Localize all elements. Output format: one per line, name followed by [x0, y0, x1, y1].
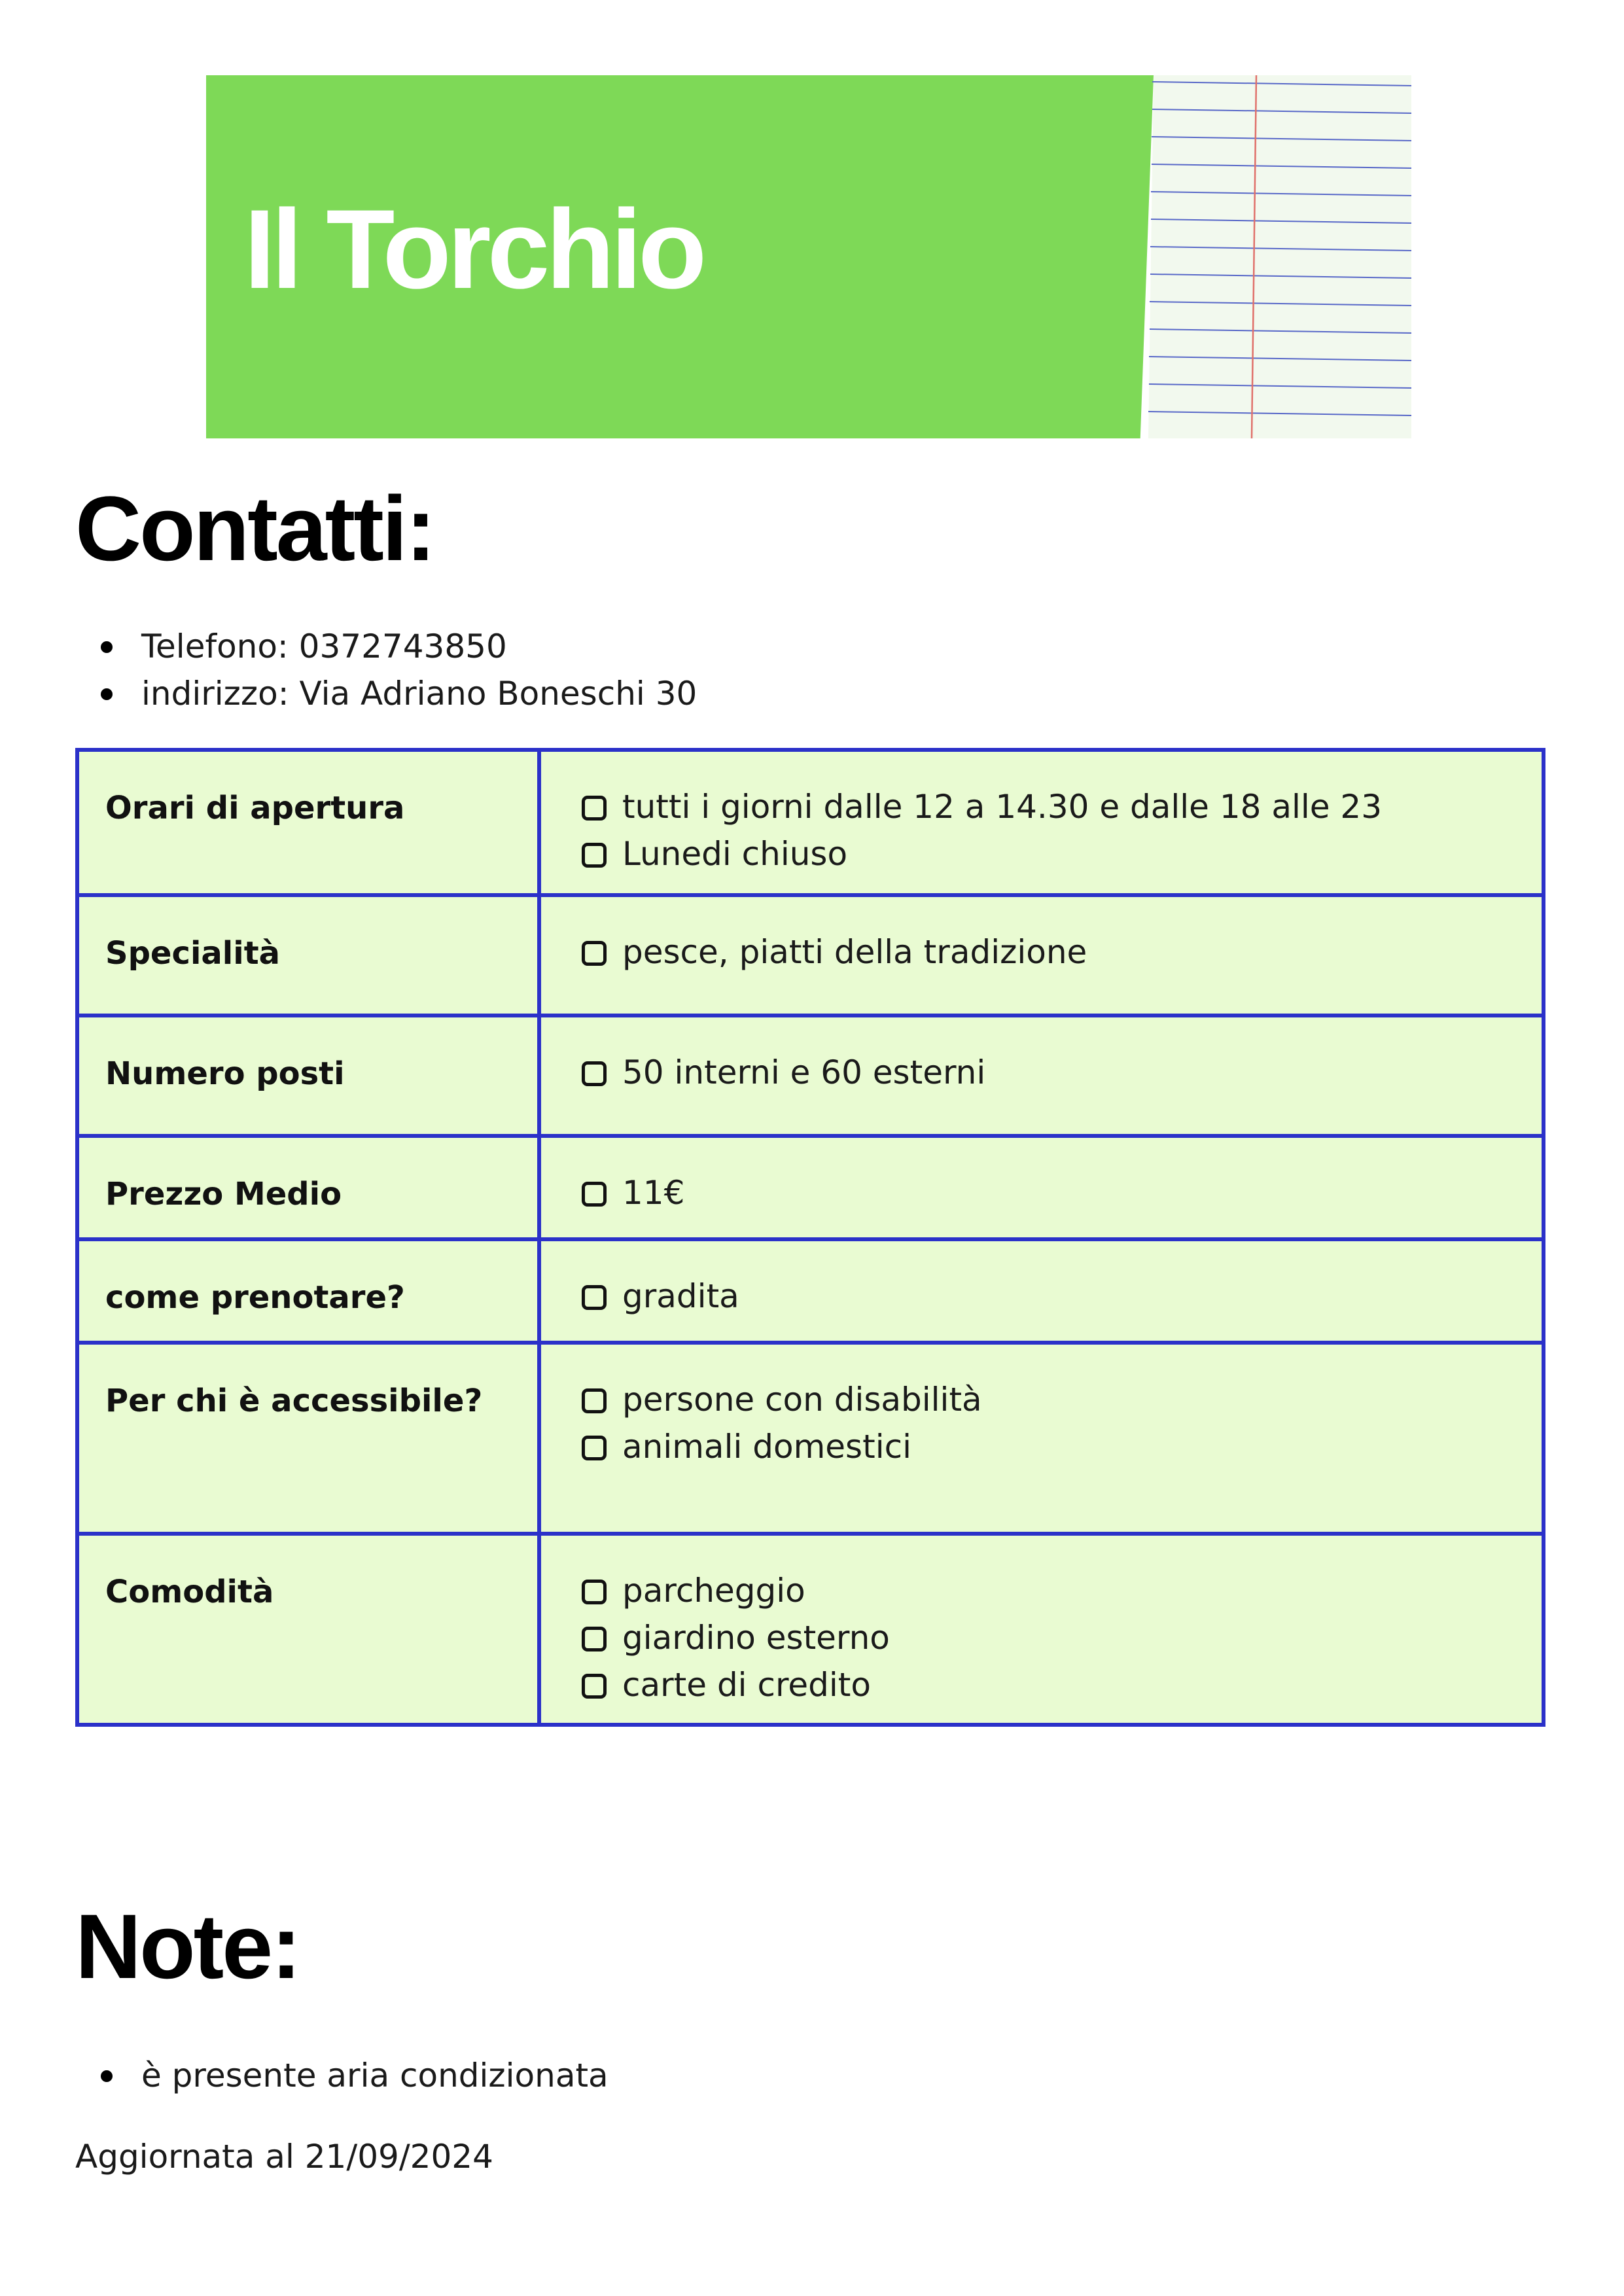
- checklist-item-label: gradita: [622, 1277, 739, 1315]
- checkbox-icon[interactable]: [582, 1061, 607, 1086]
- checklist-item-label: animali domestici: [622, 1428, 911, 1466]
- checklist-item-label: carte di credito: [622, 1666, 872, 1704]
- contact-item-phone: [98, 623, 697, 670]
- row-label: Numero posti: [77, 1016, 539, 1136]
- checklist-item-label: persone con disabilità: [622, 1381, 982, 1419]
- checklist-item-label: pesce, piatti della tradizione: [622, 933, 1087, 971]
- contact-phone-text: Telefono: 0372743850: [141, 627, 507, 665]
- table-row-average-price: [77, 1136, 1544, 1239]
- note-item: [98, 2052, 609, 2099]
- row-values: [539, 1136, 1544, 1239]
- header-banner: [206, 75, 1411, 438]
- notes-list: [98, 2052, 609, 2099]
- checklist-item[interactable]: [582, 783, 1515, 830]
- row-label: Comodità: [77, 1534, 539, 1725]
- checkbox-icon[interactable]: [582, 1627, 607, 1651]
- checklist-item[interactable]: [582, 1169, 1515, 1216]
- row-label: Per chi è accessibile?: [77, 1343, 539, 1534]
- checkbox-icon[interactable]: [582, 1580, 607, 1604]
- contact-address-text: indirizzo: Via Adriano Boneschi 30: [141, 675, 697, 713]
- checklist-item[interactable]: [582, 1273, 1515, 1320]
- table-row-opening-hours: [77, 750, 1544, 895]
- checklist-item-label: 50 interni e 60 esterni: [622, 1053, 986, 1091]
- checklist-item[interactable]: [582, 928, 1515, 976]
- row-label: Orari di apertura: [77, 750, 539, 895]
- checklist-item[interactable]: [582, 1614, 1515, 1661]
- checkbox-icon[interactable]: [582, 843, 607, 868]
- contacts-heading: Contatti:: [75, 477, 434, 580]
- checkbox-icon[interactable]: [582, 1182, 607, 1207]
- checkbox-icon[interactable]: [582, 796, 607, 821]
- checkbox-icon[interactable]: [582, 1436, 607, 1460]
- table-row-seats: [77, 1016, 1544, 1136]
- row-values: [539, 1016, 1544, 1136]
- row-values: [539, 1343, 1544, 1534]
- checklist-item[interactable]: [582, 1661, 1515, 1708]
- checklist-item[interactable]: [582, 1423, 1515, 1470]
- checklist-item-label: 11€: [622, 1174, 685, 1212]
- row-values: [539, 895, 1544, 1016]
- contacts-list: [98, 623, 697, 717]
- notebook-paper-graphic: [1135, 75, 1411, 438]
- last-updated-text: Aggiornata al 21/09/2024: [75, 2138, 493, 2176]
- contact-item-address: [98, 670, 697, 717]
- row-label: come prenotare?: [77, 1239, 539, 1343]
- row-label: Specialità: [77, 895, 539, 1016]
- bullet-icon: [101, 641, 113, 653]
- table-row-specialty: [77, 895, 1544, 1016]
- row-values: [539, 750, 1544, 895]
- checklist-item[interactable]: [582, 1567, 1515, 1614]
- table-row-accessibility: [77, 1343, 1544, 1534]
- restaurant-name: Il Torchio: [244, 186, 703, 312]
- checklist-item-label: parcheggio: [622, 1572, 805, 1610]
- note-item-text: è presente aria condizionata: [141, 2057, 609, 2094]
- checklist-item-label: giardino esterno: [622, 1619, 890, 1657]
- checkbox-icon[interactable]: [582, 941, 607, 966]
- checklist-item-label: Lunedi chiuso: [622, 835, 848, 873]
- checklist-item[interactable]: [582, 1049, 1515, 1096]
- checklist-item-label: tutti i giorni dalle 12 a 14.30 e dalle 18 alle 23: [622, 788, 1383, 826]
- checkbox-icon[interactable]: [582, 1674, 607, 1699]
- bullet-icon: [101, 688, 113, 700]
- table-row-amenities: [77, 1534, 1544, 1725]
- restaurant-info-table: [75, 748, 1545, 1727]
- bullet-icon: [101, 2070, 113, 2082]
- checkbox-icon[interactable]: [582, 1388, 607, 1413]
- row-values: [539, 1239, 1544, 1343]
- notes-heading: Note:: [75, 1895, 300, 1998]
- table-row-booking: [77, 1239, 1544, 1343]
- checkbox-icon[interactable]: [582, 1285, 607, 1310]
- row-values: [539, 1534, 1544, 1725]
- row-label: Prezzo Medio: [77, 1136, 539, 1239]
- checklist-item[interactable]: [582, 830, 1515, 877]
- checklist-item[interactable]: [582, 1376, 1515, 1423]
